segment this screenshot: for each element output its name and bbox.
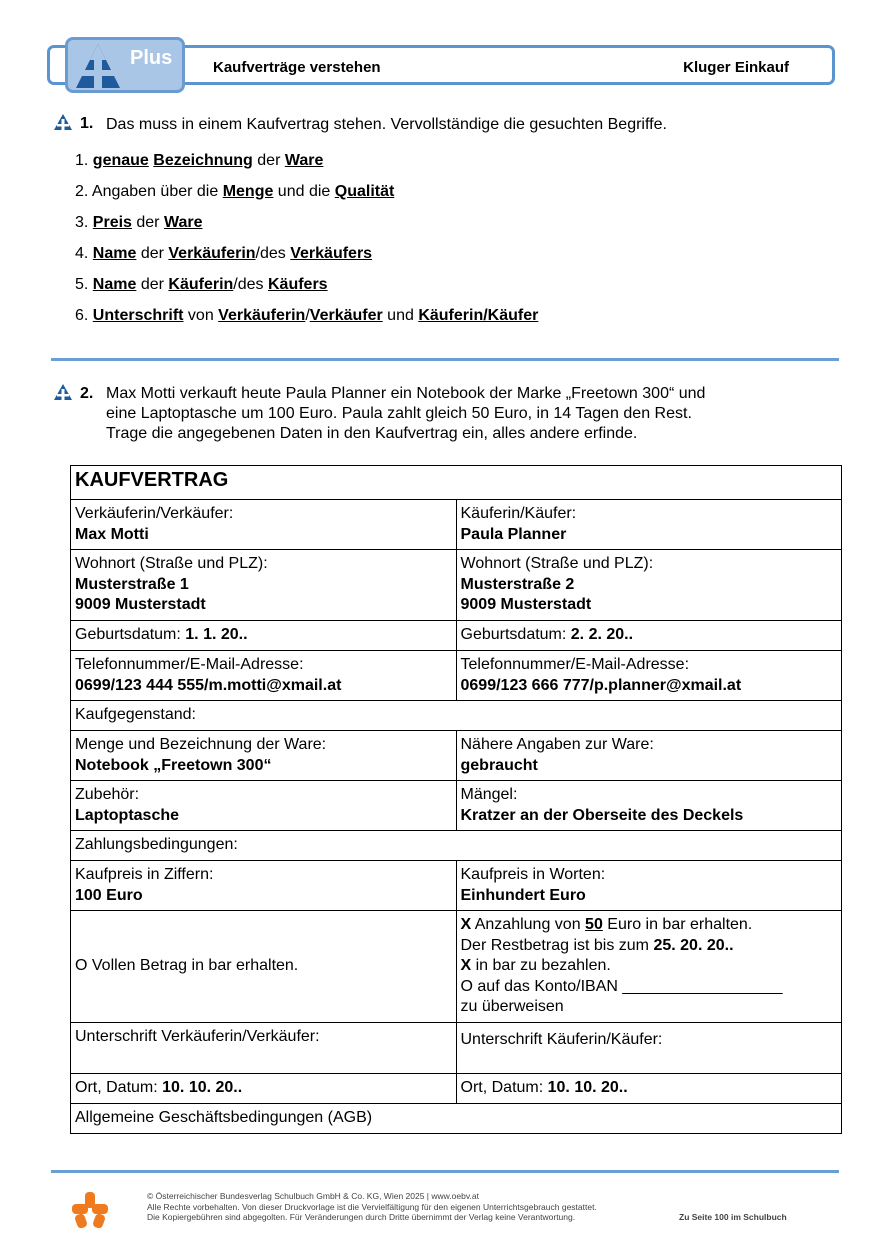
list-text: / — [305, 307, 310, 324]
details-value: gebraucht — [460, 756, 538, 774]
buyer-value: Paula Planner — [460, 525, 567, 543]
publisher-logo-icon — [70, 1190, 110, 1230]
seller-signature-cell — [71, 1023, 457, 1074]
payment-label-cell — [71, 831, 842, 861]
seller-place-date: 10. 10. 20.. — [162, 1079, 243, 1096]
answer-term: Name — [92, 276, 137, 293]
payment-line — [461, 936, 838, 957]
address-label: Wohnort (Straße und PLZ): — [460, 555, 654, 572]
seller-signature-label: Unterschrift Verkäuferin/Verkäufer: — [75, 1028, 320, 1045]
due-date: 25. 20. 20.. — [653, 936, 734, 954]
buyer-signature-cell — [456, 1023, 842, 1074]
answer-term: Verkäuferin — [218, 307, 306, 324]
divider — [51, 358, 839, 361]
task2-line: Trage die angegebenen Daten in den Kaufvertrag ein, alles andere erfinde. — [106, 425, 638, 442]
list-text: der — [131, 214, 164, 231]
seller-birth: 1. 1. 20.. — [185, 626, 248, 643]
payment-text: Der Restbetrag ist bis zum — [460, 936, 654, 954]
list-text: und — [382, 307, 419, 324]
price-words-cell — [456, 861, 842, 911]
answer-term: Name — [92, 245, 137, 262]
place-label: Ort, Datum: — [460, 1079, 548, 1096]
contact-label: Telefonnummer/E-Mail-Adresse: — [460, 656, 690, 673]
answer-term: Verkäufers — [290, 245, 373, 262]
seller-contact: 0699/123 444 555/m.motti@xmail.at — [75, 676, 342, 694]
check-mark: X — [460, 957, 472, 974]
accessory-value: Laptoptasche — [75, 806, 180, 824]
payment-text: Anzahlung von — [471, 916, 586, 933]
place-label: Ort, Datum: — [75, 1079, 163, 1096]
contract-title-cell — [71, 466, 842, 500]
task1-list-item — [75, 212, 538, 243]
seller-cell — [71, 500, 457, 550]
list-text: 5. — [75, 276, 93, 293]
seller-value: Max Motti — [75, 525, 149, 543]
qty-label: Menge und Bezeichnung der Ware: — [75, 736, 327, 753]
list-text: 2. Angaben über die — [75, 183, 223, 200]
payment-line: zu überweisen — [460, 998, 564, 1015]
answer-term: genaue — [92, 152, 149, 169]
list-text: 3. — [75, 214, 93, 231]
agb-label: Allgemeine Geschäftsbedingungen (AGB) — [75, 1109, 373, 1126]
item-label-cell — [71, 701, 842, 731]
task2-prompt — [106, 384, 705, 444]
task-triangle-icon — [53, 383, 73, 401]
answer-term: Käufers — [267, 276, 328, 293]
plus-logo — [65, 37, 185, 93]
payment-text: Euro in bar erhalten. — [602, 916, 753, 933]
price-digits: 100 Euro — [75, 886, 143, 904]
agb-cell — [71, 1104, 842, 1134]
down-payment-amount: 50 — [585, 916, 603, 933]
list-text: der — [252, 152, 285, 169]
check-mark: X — [460, 916, 472, 933]
price-words-label: Kaufpreis in Worten: — [460, 866, 606, 883]
task1-list — [75, 150, 538, 336]
qty-cell — [71, 731, 457, 781]
details-label: Nähere Angaben zur Ware: — [460, 736, 654, 753]
seller-street: Musterstraße 1 — [75, 575, 189, 593]
answer-term: Bezeichnung — [153, 152, 253, 169]
defects-label: Mängel: — [460, 786, 518, 803]
seller-city: 9009 Musterstadt — [75, 596, 206, 613]
payment-line — [461, 915, 838, 936]
task2-number: 2. — [80, 385, 94, 402]
buyer-birth-cell — [456, 621, 842, 651]
task1-number: 1. — [80, 115, 94, 132]
task2-line: Max Motti verkauft heute Paula Planner ein Notebook der Marke „Freetown 300“ und — [106, 385, 706, 402]
accessory-label: Zubehör: — [75, 786, 140, 803]
task1-list-item — [75, 181, 538, 212]
answer-term: Ware — [284, 152, 324, 169]
buyer-city: 9009 Musterstadt — [460, 596, 592, 613]
price-digits-label: Kaufpreis in Ziffern: — [75, 866, 214, 883]
footer-page-ref: Zu Seite 100 im Schulbuch — [679, 1212, 787, 1222]
contact-label: Telefonnummer/E-Mail-Adresse: — [75, 656, 304, 673]
buyer-contact: 0699/123 666 777/p.planner@xmail.at — [460, 676, 742, 694]
list-text: 1. — [75, 152, 93, 169]
footer-line: Alle Rechte vorbehalten. Von dieser Druckvorlage ist die Vervielfältigung für den eigenen Unterrichtsgebrauch gestattet. — [147, 1201, 597, 1212]
birth-label: Geburtsdatum: — [460, 626, 571, 643]
task1-list-item — [75, 274, 538, 305]
answer-term: Preis — [92, 214, 132, 231]
buyer-cell — [456, 500, 842, 550]
payment-label: Zahlungsbedingungen: — [75, 836, 238, 853]
page-title: Kaufverträge verstehen — [213, 59, 381, 76]
accessory-cell — [71, 781, 457, 831]
answer-term: Unterschrift — [92, 307, 184, 324]
seller-place-cell — [71, 1074, 457, 1104]
task1-list-item — [75, 243, 538, 274]
full-amount: O Vollen Betrag in bar erhalten. — [75, 957, 299, 975]
buyer-street: Musterstraße 2 — [460, 575, 575, 593]
list-text: der — [136, 276, 169, 293]
defects-value: Kratzer an der Oberseite des Deckels — [460, 806, 744, 824]
footer-line: © Österreichischer Bundesverlag Schulbuch GmbH & Co. KG, Wien 2025 | www.oebv.at — [147, 1191, 479, 1201]
buyer-place-cell — [456, 1074, 842, 1104]
defects-cell — [456, 781, 842, 831]
answer-term: Verkäuferin — [168, 245, 256, 262]
buyer-birth: 2. 2. 20.. — [570, 626, 634, 643]
footer-legal — [147, 1191, 597, 1223]
seller-birth-cell — [71, 621, 457, 651]
buyer-signature-label: Unterschrift Käuferin/Käufer: — [460, 1031, 663, 1048]
seller-contact-cell — [71, 651, 457, 701]
answer-term: Käuferin — [168, 276, 234, 293]
price-words: Einhundert Euro — [460, 886, 586, 904]
seller-label: Verkäuferin/Verkäufer: — [75, 505, 234, 522]
payment-line — [461, 956, 838, 977]
task2-line: eine Laptoptasche um 100 Euro. Paula zahlt gleich 50 Euro, in 14 Tagen den Rest. — [106, 405, 692, 422]
list-text: 6. — [75, 307, 93, 324]
task1-list-item — [75, 150, 538, 181]
qty-value: Notebook „Freetown 300“ — [75, 756, 272, 774]
full-amount-cell — [71, 911, 457, 1023]
buyer-place-date: 10. 10. 20.. — [547, 1079, 628, 1096]
payment-text: in bar zu bezahlen. — [471, 957, 611, 974]
list-text: von — [183, 307, 219, 324]
payment-terms-cell — [456, 911, 842, 1023]
buyer-address-cell — [456, 550, 842, 621]
buyer-contact-cell — [456, 651, 842, 701]
payment-line: O auf das Konto/IBAN __________________ — [460, 977, 783, 995]
footer-divider — [51, 1170, 839, 1173]
buyer-label: Käuferin/Käufer: — [460, 505, 577, 522]
list-text: /des — [255, 245, 291, 262]
address-label: Wohnort (Straße und PLZ): — [75, 555, 268, 572]
task1-list-item — [75, 305, 538, 336]
list-text: und die — [273, 183, 335, 200]
logo-text: Plus — [130, 47, 173, 69]
answer-term: Verkäufer — [309, 307, 383, 324]
details-cell — [456, 731, 842, 781]
list-text: der — [136, 245, 169, 262]
answer-term: Ware — [163, 214, 203, 231]
list-text: 4. — [75, 245, 93, 262]
answer-term: Menge — [222, 183, 274, 200]
contract-title: KAUFVERTRAG — [75, 469, 229, 491]
header-topic: Kluger Einkauf — [683, 59, 789, 76]
footer-line: Die Kopiergebühren sind abgegolten. Für Veränderungen durch Dritte übernimmt der Verlag keine Verantwortung. — [147, 1212, 576, 1222]
answer-term: Qualität — [334, 183, 395, 200]
list-text: /des — [233, 276, 268, 293]
answer-term: Käuferin/Käufer — [418, 307, 539, 324]
contract-table — [70, 465, 842, 1134]
price-digits-cell — [71, 861, 457, 911]
birth-label: Geburtsdatum: — [75, 626, 186, 643]
task1-prompt: Das muss in einem Kaufvertrag stehen. Vervollständige die gesuchten Begriffe. — [106, 116, 667, 133]
task-triangle-icon — [53, 113, 73, 131]
item-label: Kaufgegenstand: — [75, 706, 196, 723]
seller-address-cell — [71, 550, 457, 621]
